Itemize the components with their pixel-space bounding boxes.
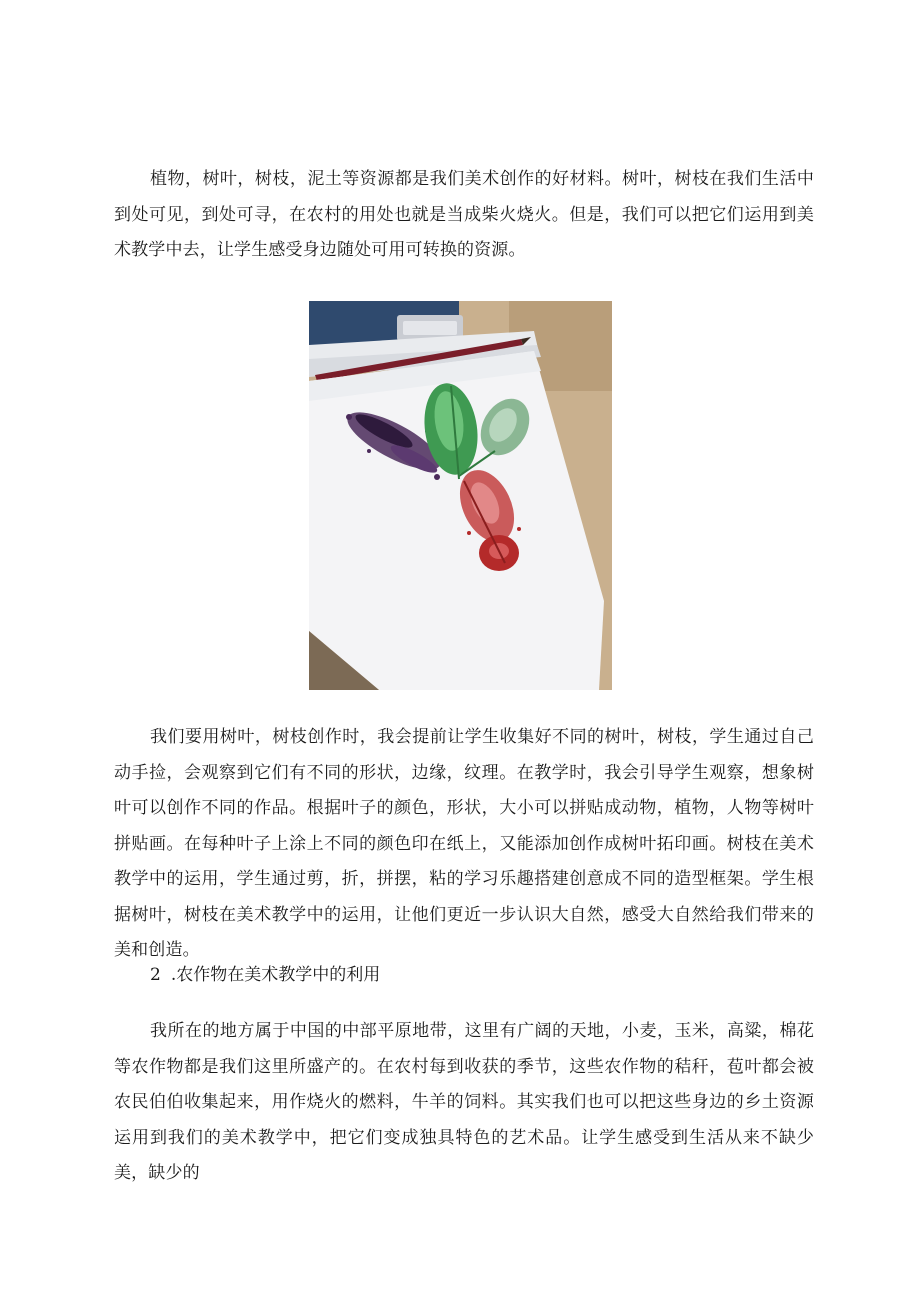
leaf-print-illustration (309, 301, 612, 690)
paragraph-leaves-branches-intro: 植物，树叶，树枝，泥土等资源都是我们美术创作的好材料。树叶，树枝在我们生活中到处可见，到处可寻，在农村的用处也就是当成柴火烧火。但是，我们可以把它们运用到美术教学中去，让学生感受身边随处可用可转换的资源。 (114, 169, 814, 260)
section-title: .农作物在美术教学中的利用 (170, 965, 381, 985)
leaf-print-photo (309, 301, 612, 690)
section-number: 2 (150, 965, 161, 985)
paragraph-crops-resources: 我所在的地方属于中国的中部平原地带，这里有广阔的天地，小麦，玉米，高粱，棉花等农作物都是我们这里所盛产的。在农村每到收获的季节，这些农作物的秸秆，苞叶都会被农民伯伯收集起来，用作烧火的燃料，牛羊的饲料。其实我们也可以把这些身边的乡土资源运用到我们的美术教学中，把它们变成独具特色的艺术品。让学生感受到生活从来不缺少美，缺少的 (114, 1021, 814, 1183)
paragraph-leaves-branches-teaching: 我们要用树叶，树枝创作时，我会提前让学生收集好不同的树叶，树枝，学生通过自己动手捡，会观察到它们有不同的形状，边缘，纹理。在教学时，我会引导学生观察，想象树叶可以创作不同的作品。根据叶子的颜色，形状，大小可以拼贴成动物，植物，人物等树叶拼贴画。在每种叶子上涂上不同的颜色印在纸上，又能添加创作成树叶拓印画。树枝在美术教学中的运用，学生通过剪，折，拼摆，粘的学习乐趣搭建创意成不同的造型框架。学生根据树叶，树枝在美术教学中的运用，让他们更近一步认识大自然，感受大自然给我们带来的美和创造。 (114, 727, 814, 960)
section-heading (150, 960, 380, 990)
